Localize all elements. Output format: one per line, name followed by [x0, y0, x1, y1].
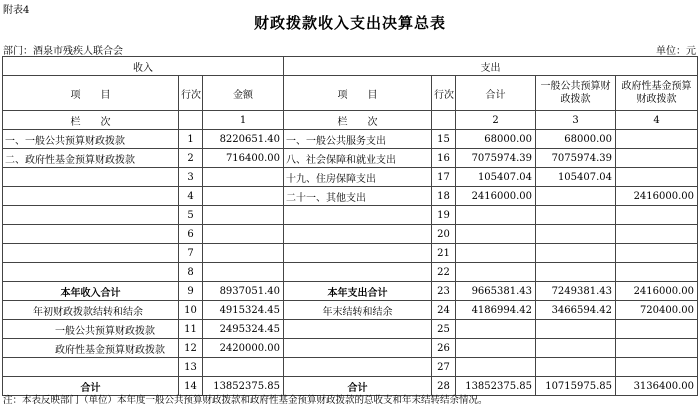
expense-item-name: 二十一、其他支出	[284, 187, 432, 206]
table-row	[3, 130, 698, 149]
general-budget-amount	[536, 339, 616, 358]
general-budget-amount: 10715975.85	[536, 377, 616, 396]
col-1-label: 1	[203, 111, 284, 130]
expense-line-number: 22	[432, 263, 456, 282]
income-amount	[203, 358, 284, 377]
general-budget-amount	[536, 187, 616, 206]
expense-total: 2416000.00	[456, 187, 536, 206]
expense-line-number: 16	[432, 149, 456, 168]
general-budget-amount	[536, 263, 616, 282]
expense-line-number: 21	[432, 244, 456, 263]
expense-lanci: 栏 次	[284, 111, 432, 130]
gov-fund-amount: 2416000.00	[616, 187, 698, 206]
income-item-name	[3, 358, 179, 377]
gov-fund-header: 政府性基金预算财政拨款	[616, 76, 698, 111]
income-item-name	[3, 225, 179, 244]
gov-fund-amount	[616, 244, 698, 263]
general-budget-amount: 3466594.42	[536, 301, 616, 320]
income-item-name	[3, 263, 179, 282]
expense-total	[456, 225, 536, 244]
income-amount	[203, 263, 284, 282]
gov-fund-amount	[616, 130, 698, 149]
expense-line-number: 17	[432, 168, 456, 187]
general-budget-amount	[536, 320, 616, 339]
table-row	[3, 187, 698, 206]
income-item-name	[3, 206, 179, 225]
gov-fund-amount: 3136400.00	[616, 377, 698, 396]
expense-item-name: 本年支出合计	[284, 282, 432, 301]
general-budget-amount	[536, 225, 616, 244]
gov-fund-amount	[616, 225, 698, 244]
expense-total	[456, 244, 536, 263]
income-item-name	[3, 244, 179, 263]
general-budget-amount	[536, 206, 616, 225]
gov-fund-amount	[616, 206, 698, 225]
income-header: 收入	[3, 57, 284, 76]
expense-line-number: 26	[432, 339, 456, 358]
table-row	[3, 263, 698, 282]
expense-item-name	[284, 263, 432, 282]
table-row	[3, 244, 698, 263]
table-row	[3, 149, 698, 168]
income-line-header: 行次	[179, 76, 203, 111]
department-label: 部门：酒泉市残疾人联合会	[3, 46, 123, 57]
table-row	[3, 168, 698, 187]
income-item-name: 一、一般公共预算财政拨款	[3, 130, 179, 149]
income-line-number: 13	[179, 358, 203, 377]
income-item-header: 项 目	[3, 76, 179, 111]
blank-cell	[432, 111, 456, 130]
expense-line-number: 28	[432, 377, 456, 396]
col-4-label: 4	[616, 111, 698, 130]
expense-item-name: 一、一般公共服务支出	[284, 130, 432, 149]
gov-fund-amount: 2416000.00	[616, 282, 698, 301]
expense-item-name	[284, 244, 432, 263]
expense-item-name	[284, 358, 432, 377]
table-row	[3, 339, 698, 358]
gov-fund-amount: 720400.00	[616, 301, 698, 320]
income-line-number: 7	[179, 244, 203, 263]
expense-total	[456, 339, 536, 358]
expense-total-header: 合计	[456, 76, 536, 111]
header-row-2	[3, 76, 698, 111]
income-item-name: 一般公共预算财政拨款	[3, 320, 179, 339]
expense-item-header: 项 目	[284, 76, 432, 111]
gov-fund-amount	[616, 263, 698, 282]
gov-fund-amount	[616, 339, 698, 358]
expense-line-number: 19	[432, 206, 456, 225]
expense-item-name: 合计	[284, 377, 432, 396]
income-line-number: 10	[179, 301, 203, 320]
expense-line-number: 24	[432, 301, 456, 320]
general-budget-amount	[536, 244, 616, 263]
expense-item-name: 十九、住房保障支出	[284, 168, 432, 187]
expense-item-name: 八、社会保障和就业支出	[284, 149, 432, 168]
income-item-name: 二、政府性基金预算财政拨款	[3, 149, 179, 168]
gov-fund-amount	[616, 149, 698, 168]
general-budget-amount: 7249381.43	[536, 282, 616, 301]
expense-total: 9665381.43	[456, 282, 536, 301]
expense-total: 4186994.42	[456, 301, 536, 320]
expense-item-name	[284, 339, 432, 358]
table-row	[3, 301, 698, 320]
expense-line-number: 18	[432, 187, 456, 206]
table-row	[3, 358, 698, 377]
table-row	[3, 225, 698, 244]
general-budget-amount: 105407.04	[536, 168, 616, 187]
income-line-number: 11	[179, 320, 203, 339]
expense-line-number: 27	[432, 358, 456, 377]
income-amount	[203, 187, 284, 206]
income-amount: 8220651.40	[203, 130, 284, 149]
income-amount: 2420000.00	[203, 339, 284, 358]
income-amount-header: 金额	[203, 76, 284, 111]
expense-total	[456, 320, 536, 339]
general-budget-header: 一般公共预算财政拨款	[536, 76, 616, 111]
income-item-name: 合计	[3, 377, 179, 396]
income-amount: 4915324.45	[203, 301, 284, 320]
income-line-number: 9	[179, 282, 203, 301]
gov-fund-amount	[616, 320, 698, 339]
expense-line-number: 15	[432, 130, 456, 149]
income-amount: 2495324.45	[203, 320, 284, 339]
expense-line-number: 23	[432, 282, 456, 301]
header-row-1	[3, 57, 698, 76]
general-budget-amount: 7075974.39	[536, 149, 616, 168]
income-line-number: 3	[179, 168, 203, 187]
footnote: 注：本表反映部门（单位）本年度一般公共预算财政拨款和政府性基金预算财政拨款的总收支和年末结转结余情况。	[3, 395, 488, 406]
income-line-number: 8	[179, 263, 203, 282]
expense-item-name: 年末结转和结余	[284, 301, 432, 320]
page-title: 财政拨款收入支出决算总表	[253, 14, 446, 32]
table-row	[3, 320, 698, 339]
gov-fund-amount	[616, 168, 698, 187]
expense-total: 7075974.39	[456, 149, 536, 168]
expense-total	[456, 206, 536, 225]
income-item-name	[3, 187, 179, 206]
expense-item-name	[284, 225, 432, 244]
income-amount	[203, 206, 284, 225]
income-line-number: 4	[179, 187, 203, 206]
income-line-number: 12	[179, 339, 203, 358]
expense-total: 105407.04	[456, 168, 536, 187]
income-item-name	[3, 168, 179, 187]
income-line-number: 2	[179, 149, 203, 168]
income-item-name: 政府性基金预算财政拨款	[3, 339, 179, 358]
income-amount	[203, 244, 284, 263]
general-budget-amount: 68000.00	[536, 130, 616, 149]
income-line-number: 14	[179, 377, 203, 396]
expense-total	[456, 263, 536, 282]
expense-item-name	[284, 206, 432, 225]
income-amount	[203, 225, 284, 244]
income-amount: 13852375.85	[203, 377, 284, 396]
expense-total: 68000.00	[456, 130, 536, 149]
col-2-label: 2	[456, 111, 536, 130]
expense-total	[456, 358, 536, 377]
income-line-number: 1	[179, 130, 203, 149]
expense-line-number: 25	[432, 320, 456, 339]
income-line-number: 5	[179, 206, 203, 225]
income-item-name: 年初财政拨款结转和结余	[3, 301, 179, 320]
income-line-number: 6	[179, 225, 203, 244]
income-lanci: 栏 次	[3, 111, 179, 130]
expense-total: 13852375.85	[456, 377, 536, 396]
expense-item-name	[284, 320, 432, 339]
general-budget-amount	[536, 358, 616, 377]
blank-cell	[179, 111, 203, 130]
expense-line-number: 20	[432, 225, 456, 244]
unit-label: 单位：元	[656, 46, 696, 57]
income-amount: 8937051.40	[203, 282, 284, 301]
table-row	[3, 282, 698, 301]
income-item-name: 本年收入合计	[3, 282, 179, 301]
header-row-3	[3, 111, 698, 130]
income-amount: 716400.00	[203, 149, 284, 168]
col-3-label: 3	[536, 111, 616, 130]
income-amount	[203, 168, 284, 187]
appendix-label: 附表4	[3, 5, 30, 16]
expense-line-header: 行次	[432, 76, 456, 111]
expense-header: 支出	[284, 57, 698, 76]
budget-table	[2, 56, 698, 396]
gov-fund-amount	[616, 358, 698, 377]
table-row	[3, 206, 698, 225]
